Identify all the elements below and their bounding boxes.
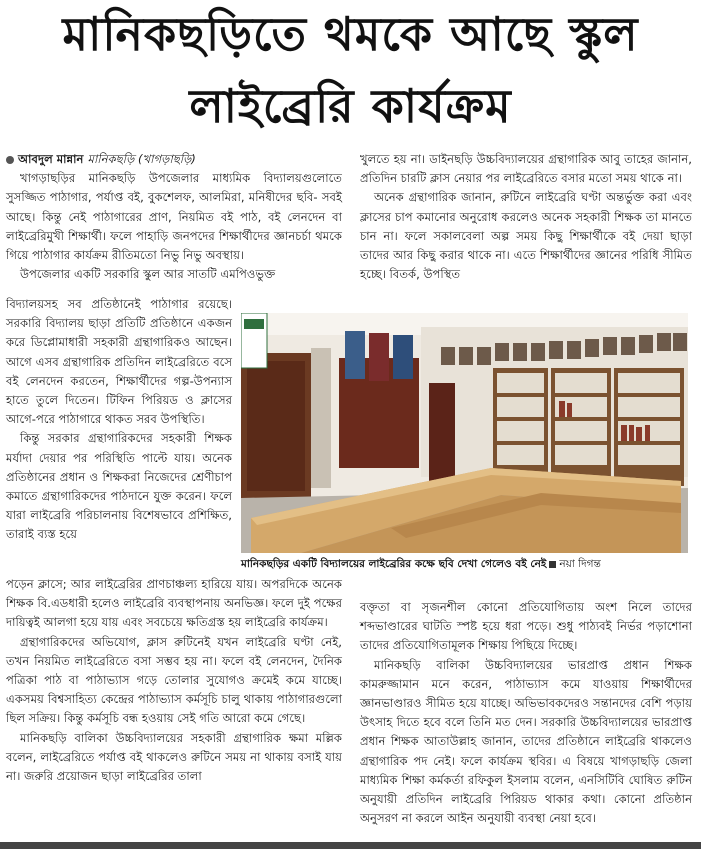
article-column-inset — [6, 295, 232, 545]
paragraph-5: মানিকছড়ি বালিকা উচ্চবিদ্যালয়ের সহকারী গ্রন্থাগারিক ক্ষমা মল্লিক বলেন, লাইব্রেরিতে পর্যাপ্ত বই থাকলেও রুটিনে সময় না থাকায় বসাই যায় না। জরুরি প্রয়োজন ছাড়া লাইব্রেরির তালা — [6, 730, 342, 784]
bottom-rule — [0, 842, 701, 849]
article-column-lower-right — [360, 598, 692, 828]
byline-author: আবদুল মান্নান — [18, 152, 84, 166]
paragraph-5-rest: খুলতে হয় না। ডাইনছড়ি উচ্চবিদ্যালয়ের গ্রন্থাগারিক আবু তাহের জানান, প্রতিদিন চারটি ক্লাস নেয়ার পর লাইব্রেরিতে বসার মতো সময় থাকে না। — [360, 152, 692, 186]
byline — [6, 150, 342, 169]
paragraph-1: খাগড়াছড়ির মানিকছড়ি উপজেলার মাধ্যমিক বিদ্যালয়গুলোতে সুসজ্জিত পাঠাগার, পর্যাপ্ত বই, বুকশেলফ, আলমিরা, মনিষীদের ছবি- সবই আছে। কিন্তু নেই পাঠাগারের প্রাণ, নিয়মিত বই পাঠ, বই লেনদেন বা লাইব্রেরিমুখী শিক্ষার্থী। ফলে পাহাড়ি জনপদের শিক্ষার্থীদের জ্ঞানচর্চা থমকে গিয়ে পাঠাগার কার্যক্রম রীতিমতো নিভু নিভু অবস্থায়। — [6, 171, 342, 263]
paragraph-6-rest: বক্তৃতা বা সৃজনশীল কোনো প্রতিযোগিতায় অংশ নিলে তাদের শব্দভাণ্ডারের ঘাটতি স্পষ্ট হয়ে ধরা পড়ে। শুধু পাঠ্যবই নির্ভর পড়াশোনা তাদের প্রতিযোগিতামূলক শিক্ষায় পিছিয়ে দিচ্ছে। — [360, 600, 692, 653]
paragraph-7: মানিকছড়ি বালিকা উচ্চবিদ্যালয়ের ভারপ্রাপ্ত প্রধান শিক্ষক কামরুজ্জামান মনে করেন, পাঠাভ্যাস কমে যাওয়ায় শিক্ষার্থীদের জ্ঞানভাণ্ডারও সীমিত হয়ে যাচ্ছে। অভিভাবকদেরও সন্তানদের বেশি পড়ায় উৎসাহ দিতে হবে বলে তিনি মত দেন। সরকারি উচ্চবিদ্যালয়ের ভারপ্রাপ্ত প্রধান শিক্ষক আতাউল্লাহ জানান, তাদের প্রতিষ্ঠানে লাইব্রেরি থাকলেও গ্রন্থাগারিক পদ নেই। ফলে কার্যক্রম স্থবির। এ বিষয়ে খাগড়াছড়ি জেলা মাধ্যমিক শিক্ষা কর্মকর্তা রফিকুল ইসলাম বলেন, এনসিটিবি ঘোষিত রুটিন অনুযায়ী প্রতিদিন লাইব্রেরি পিরিয়ড থাকার কথা। কোনো প্রতিষ্ঠান অনুসরণ না করলে আইন অনুযায়ী ব্যবস্থা নেয়া হবে। — [360, 657, 692, 826]
paragraph-6: অনেক গ্রন্থাগারিক জানান, রুটিনে লাইব্রেরি ঘণ্টা অন্তর্ভুক্ত করা এবং ক্লাসের চাপ কমানোর অনুরোধ করলেও অনেক সহকারী শিক্ষক তা মানতে চান না। ফলে সকালবেলা অল্প সময় কিছু শিক্ষার্থীকে বই দেয়া ছাড়া তাদের আর কিছু করার থাকে না। এতে শিক্ষার্থীদের জ্ঞানের পরিধি সীমিত হচ্ছে। বিতর্ক, উপস্থিত — [360, 190, 692, 282]
photo-caption — [241, 557, 691, 572]
photo-caption-text: মানিকছড়ির একটি বিদ্যালয়ের লাইব্রেরির কক্ষে ছবি দেখা গেলেও বই নেই — [241, 558, 547, 570]
headline-line-1: মানিকছড়িতে থমকে আছে স্কুল — [62, 7, 639, 61]
bullet-icon — [6, 156, 14, 164]
headline-line-2: লাইব্রেরি কার্যক্রম — [189, 79, 512, 133]
byline-location: মানিকছড়ি (খাগড়াছড়ি) — [87, 152, 196, 166]
paragraph-4: গ্রন্থাগারিকদের অভিযোগ, ক্লাস রুটিনেই যখন লাইব্রেরি ঘণ্টা নেই, তখন নিয়মিত লাইব্রেরিতে বসা সম্ভব হয় না। ফলে বই লেনদেন, দৈনিক পত্রিকা পাঠ বা পাঠাভ্যাস গড়ে তোলার সুযোগও ক্রমেই কমে যাচ্ছে। একসময় বিশ্বসাহিত্য কেন্দ্রের পাঠাভ্যাস কর্মসূচি চালু থাকায় পাঠাগারগুলো ছিল সক্রিয়। কিন্তু কর্মসূচি বন্ধ হওয়ায় সেই গতি আরো কমে গেছে। — [6, 634, 342, 726]
paragraph-3: কিন্তু সরকার গ্রন্থাগারিকদের সহকারী শিক্ষক মর্যাদা দেয়ার পর পরিস্থিতি পাল্টে যায়। অনেক প্রতিষ্ঠানের প্রধান ও শিক্ষকরা নিজেদের শ্রেণীচাপ কমাতে গ্রন্থাগারিকদের পাঠদানে যুক্ত করেন। ফলে যারা লাইব্রেরি পরিচালনায় বিশেষভাবে প্রশিক্ষিত, তারাই ব্যস্ত হয়ে — [6, 431, 232, 542]
paragraph-2-start: উপজেলার একটি সরকারি স্কুল আর সাতটি এমপিওভুক্ত — [20, 267, 276, 282]
article-column-lower-left — [6, 575, 342, 786]
photo-credit: নয়া দিগন্ত — [559, 558, 601, 570]
library-room-photo — [241, 313, 688, 553]
caption-separator-icon — [549, 561, 556, 568]
paragraph-3-rest: পড়েন ক্লাসে; আর লাইব্রেরির প্রাণচাঞ্চল্য হারিয়ে যায়। অপরদিকে অনেক শিক্ষক বি.এডধারী হলেও লাইব্রেরি ব্যবস্থাপনায় অনভিজ্ঞ। ফলে দুই পক্ষের দায়িত্বই আলগা হয়ে যায় এবং সবচেয়ে ক্ষতিগ্রস্ত হয় লাইব্রেরি কার্যক্রম। — [6, 577, 342, 630]
article-column-1 — [6, 150, 342, 284]
paragraph-2-rest: বিদ্যালয়সহ সব প্রতিষ্ঠানেই পাঠাগার রয়েছে। সরকারি বিদ্যালয় ছাড়া প্রতিটি প্রতিষ্ঠানে একজন করে ডিপ্লোমাধারী সহকারী গ্রন্থাগারিকও আছেন। আগে এসব গ্রন্থাগারিক প্রতিদিন লাইব্রেরিতে বসে বই লেনদেন করতেন, শিক্ষার্থীদের গল্প-উপন্যাস হাতে তুলে দিতেন। টিফিন পিরিয়ড ও ক্লাসের আগে-পরে পাঠাগারে থাকত সরব উপস্থিতি। — [6, 297, 232, 427]
article-column-2 — [360, 150, 692, 284]
